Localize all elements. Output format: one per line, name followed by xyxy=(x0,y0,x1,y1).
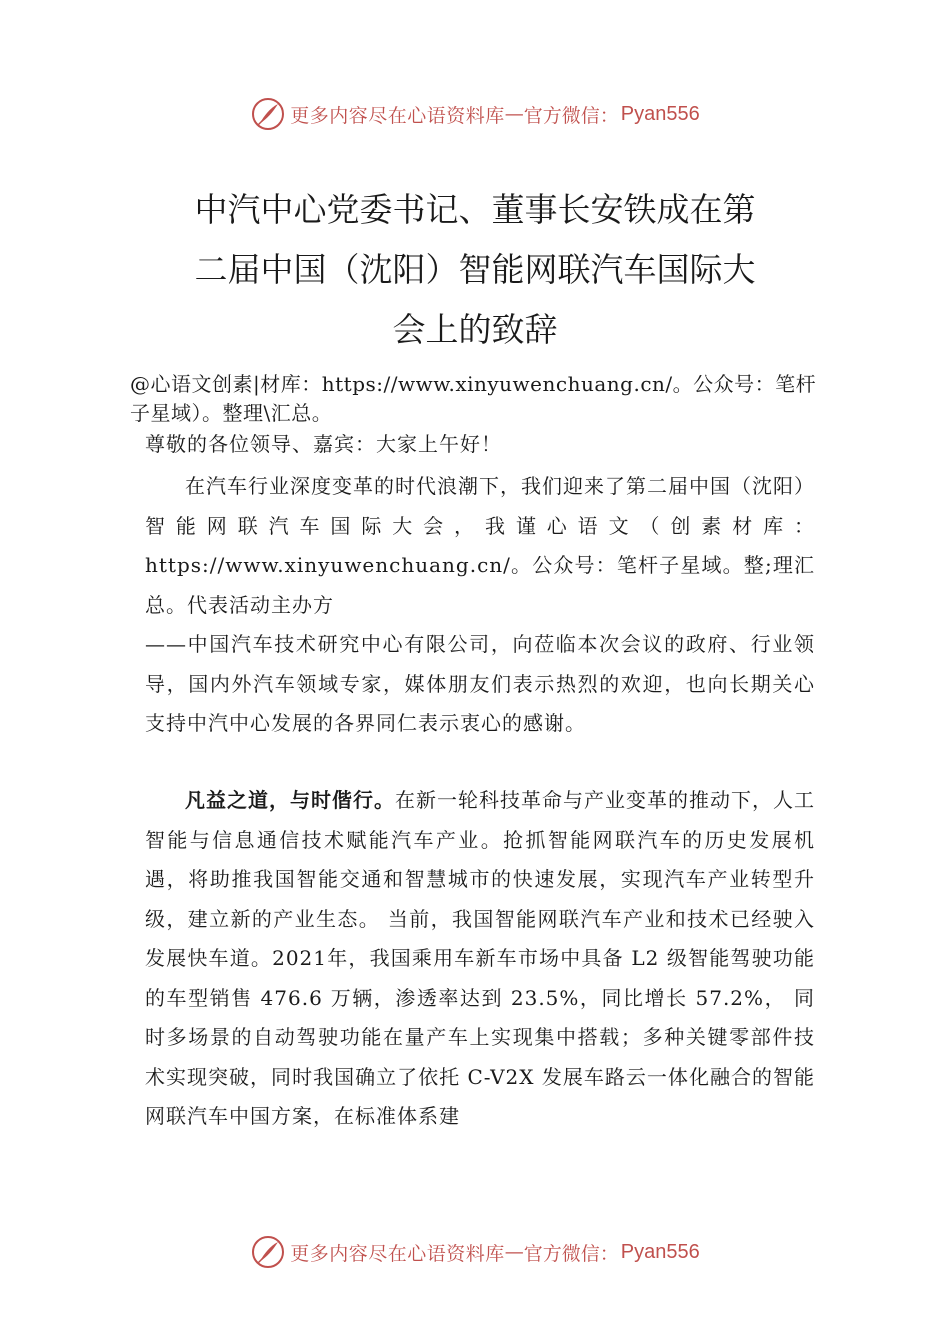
banner-contact-label: 官方微信： xyxy=(523,104,619,127)
title-line-2: 二届中国（沈阳）智能网联汽车国际大 xyxy=(194,250,756,289)
banner-dash: — xyxy=(504,103,524,125)
paragraph-1 xyxy=(145,467,815,744)
paragraph-2-lead: 凡益之道，与时偕行。 xyxy=(185,788,395,812)
paragraph-2-text: 在新一轮科技革命与产业变革的推动下，人工智能与信息通信技术赋能汽车产业。抢抓智能网联汽车的历史发展机遇，将助推我国智能交通和智慧城市的快速发展，实现汽车产业转型升级，建立新的产业生态。 当前，我国智能网联汽车产业和技术已经驶入发展快车道。2021年，我国乘用车新车市场中具备 L2 级智能驾驶功能的车型销售 476.6 万辆，渗透率达到 23.5%，同比增长 57.2%， 同时多场景的自动驾驶功能在量产车上实现集中搭载；多种关键零部件技术实现突破，同时我国确立了依托 C-V2X 发展车路云一体化融合的智能网联汽车中国方案，在标准体系建 xyxy=(145,788,815,1128)
paragraph-2 xyxy=(145,781,815,1137)
header-banner xyxy=(0,94,950,134)
title-line-3: 会上的致辞 xyxy=(392,310,558,349)
source-line: @心语文创素|材库：https://www.xinyuwenchuang.cn/。公众号：笔杆子星域）。整理\汇总。 xyxy=(130,372,817,425)
banner-wechat-id: Pyan556 xyxy=(620,102,700,125)
footer-dash: — xyxy=(504,1241,524,1263)
greeting: 尊敬的各位领导、嘉宾：大家上午好！ xyxy=(145,432,502,456)
title-line-1: 中汽中心党委书记、董事长安铁成在第 xyxy=(194,190,756,229)
footer-contact-label: 官方微信： xyxy=(523,1242,619,1265)
feather-logo-icon xyxy=(250,1234,286,1270)
footer-wechat-id: Pyan556 xyxy=(620,1240,700,1263)
footer-brand: 更多内容尽在心语资料库 xyxy=(290,1242,505,1265)
footer-banner xyxy=(0,1232,950,1272)
page-title xyxy=(120,180,830,360)
paragraph-1-line-2: ——中国汽车技术研究中心有限公司，向莅临本次会议的政府、行业领导，国内外汽车领域专家，媒体朋友们表示热烈的欢迎，也向长期关心支持中汽中心发展的各界同仁表示衷心的感谢。 xyxy=(145,632,815,735)
feather-logo-icon xyxy=(250,96,286,132)
paragraph-1-line-1: 在汽车行业深度变革的时代浪潮下，我们迎来了第二届中国（沈阳）智能网联汽车国际大会，我谨心语文（创素材库：https://www.xinyuwenchuang.cn/。公众号：笔杆子星域。整;理汇总。代表活动主办方 xyxy=(145,474,815,617)
banner-brand: 更多内容尽在心语资料库 xyxy=(290,104,505,127)
